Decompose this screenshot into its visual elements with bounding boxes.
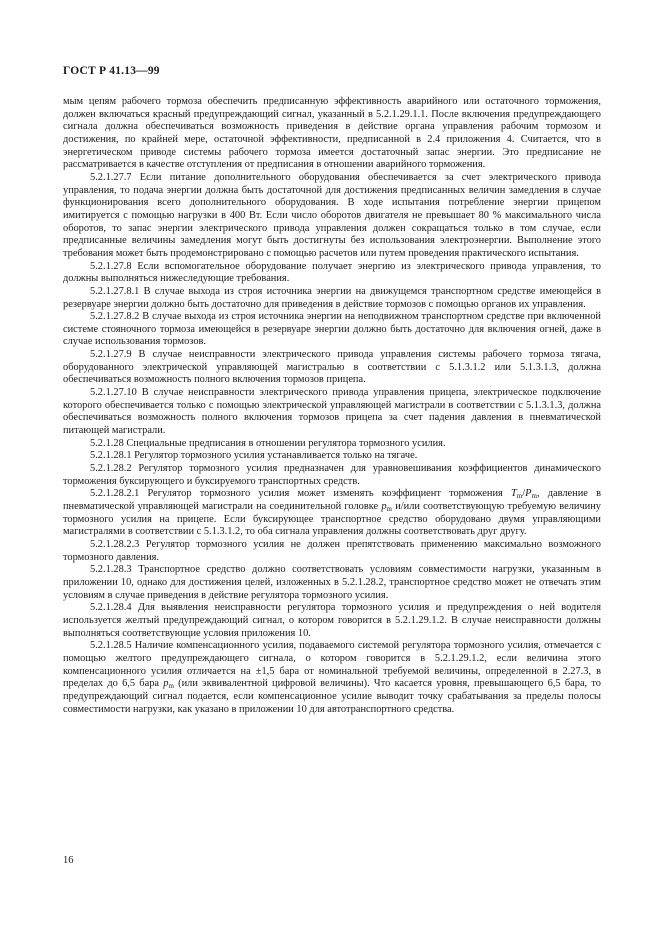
formula-subscript: m	[531, 492, 537, 501]
paragraph-5-2-1-28-5	[63, 640, 601, 716]
formula-operator: /	[522, 488, 526, 500]
paragraph-text: , давление в пневматической управляющей магистрали на соединительной головке	[63, 488, 601, 512]
document-header: ГОСТ Р 41.13—99	[63, 65, 160, 77]
paragraph-5-2-1-28-2-1	[63, 488, 601, 539]
formula-symbol: p	[163, 678, 169, 690]
paragraph-text: (или эквивалентной цифровой величины). Что касается уровня, превышающего 6,5 бара, то предупреждающий сигнал подается, если компенсационное усилие выводит точку срабатывания за пределы полосы совместимости нагрузки, как указано в приложении 10 для автотранспортного средства.	[63, 678, 601, 715]
paragraph-5-2-1-27-10: 5.2.1.27.10 В случае неисправности электрического привода управления прицепа, электрическое подключение которого обеспечивается только с помощью электрической управляющей магистрали в соответствии с 5.1.3.1.3, должна обеспечиваться возможность полного включения тормозов прицепа за счет падения давления в пневматической питающей магистрали.	[63, 387, 601, 437]
formula-subscript: m	[386, 505, 392, 513]
paragraph-5-2-1-28: 5.2.1.28 Специальные предписания в отношении регулятора тормозного усилия.	[90, 437, 446, 449]
paragraph-text: 5.2.1.28.2.1 Регулятор тормозного усилия может изменять коэффициент торможения	[90, 488, 511, 500]
formula-symbol: P	[525, 488, 532, 500]
paragraph-5-2-1-27-9: 5.2.1.27.9 В случае неисправности электрического привода управления системы рабочего тормоза тягача, оборудованного электрической управляющей магистралью в соответствии с 5.1.3.1.2 или 5.1.3.1.3, должна обеспечиваться возможность полного включения тормозов прицепа.	[63, 349, 601, 386]
formula-symbol: T	[510, 488, 517, 500]
paragraph-text: и/или соответствующую требуемую величину тормозного усилия на прицепе. Если буксирующее транспортное средство оборудовано двумя управляющими магистралями в соответствии с 5.1.3.1.2, то оба сигнала управления должны соответствовать друг другу.	[63, 501, 601, 538]
paragraph-5-2-1-28-4: 5.2.1.28.4 Для выявления неисправности регулятора тормозного усилия и предупреждения о ней водителя используется желтый предупреждающий сигнал, о котором говорится в 5.2.1.29.1.2. В случае неисправности должны выполняться соответствующие условия приложения 10.	[63, 602, 601, 639]
paragraph-continuation: мым цепям рабочего тормоза обеспечить предписанную эффективность аварийного или остаточного торможения, должен включаться красный предупреждающий сигнал, указанный в 5.2.1.29.1.1. После включения предупреждающего сигнала должна обеспечиваться возможность приведения в действие органа управления рабочим тормозом и достижения, по крайней мере, остаточной эффективности, предписанной в 2.4 приложения 4. Считается, что в энергетическом приводе системы рабочего тормоза имеется достаточный запас энергии. Это предписание не рассматривается в качестве отступления от предписания в отношении аварийного торможения.	[63, 96, 601, 171]
formula-subscript: m	[168, 682, 174, 691]
paragraph-5-2-1-27-8-1: 5.2.1.27.8.1 В случае выхода из строя источника энергии на движущемся транспортном средстве имеющейся в резервуаре энергии должно быть достаточно для приведения в действие тормозов с помощью органов их управления.	[63, 285, 601, 310]
formula-subscript: m	[516, 492, 523, 501]
document-body	[63, 96, 601, 716]
page-number: 16	[63, 855, 74, 866]
paragraph-5-2-1-28-3: 5.2.1.28.3 Транспортное средство должно соответствовать условиям совместимости нагрузки, указанным в приложении 10, однако для достижения целей, изложенных в 5.2.1.28.2, транспортное средство может не отвечать этим условиям в случае приведения в действие регулятора тормозного усилия.	[63, 564, 601, 601]
formula-symbol: p	[381, 501, 387, 512]
paragraph-5-2-1-28-2: 5.2.1.28.2 Регулятор тормозного усилия предназначен для уравновешивания коэффициентов динамического торможения буксирующего и буксируемого транспортных средств.	[63, 463, 601, 487]
paragraph-5-2-1-27-8-2: 5.2.1.27.8.2 В случае выхода из строя источника энергии на неподвижном транспортном средстве при включенной системе стояночного тормоза имеющейся в резервуаре энергии должно быть достаточно для включения огней, даже в случае использования тормозов.	[63, 311, 601, 348]
paragraph-5-2-1-27-8: 5.2.1.27.8 Если вспомогательное оборудование получает энергию из электрического привода управления, то должны выполняться нижеследующие требования.	[63, 260, 601, 285]
paragraph-text: 5.2.1.28.5 Наличие компенсационного усилия, подаваемого системой регулятора тормозного усилия, отмечается с помощью желтого предупреждающего сигнала, о котором говорится в 5.2.1.29.1.2, если величина этого компенсационного усилия отличается на ±1,5 бара от номинальной требуемой величины, определенной в 2.27.3, в пределах до 6,5 бара	[63, 640, 601, 690]
paragraph-5-2-1-27-7: 5.2.1.27.7 Если питание дополнительного оборудования обеспечивается за счет электрического привода управления, то подача энергии должна быть достаточной для достижения предписанных величин замедления в случае функционирования всего дополнительного оборудования. В ходе испытания потребление энергии прицепом имитируется с помощью нагрузки в 400 Вт. Если число оборотов двигателя не превышает 80 % максимального числа оборотов, то запас энергии электрического привода управления должен сокращаться только в том случае, если предписанные величины замедления могут быть достигнуты без использования электроэнергии. Выполнение этого требования может быть продемонстрировано с помощью расчетов или путем проведения практического испытания.	[63, 171, 601, 259]
paragraph-5-2-1-28-2-3: 5.2.1.28.2.3 Регулятор тормозного усилия не должен препятствовать применению максимально возможного тормозного давления.	[63, 538, 601, 563]
paragraph-5-2-1-28-1: 5.2.1.28.1 Регулятор тормозного усилия устанавливается только на тягаче.	[90, 450, 418, 462]
